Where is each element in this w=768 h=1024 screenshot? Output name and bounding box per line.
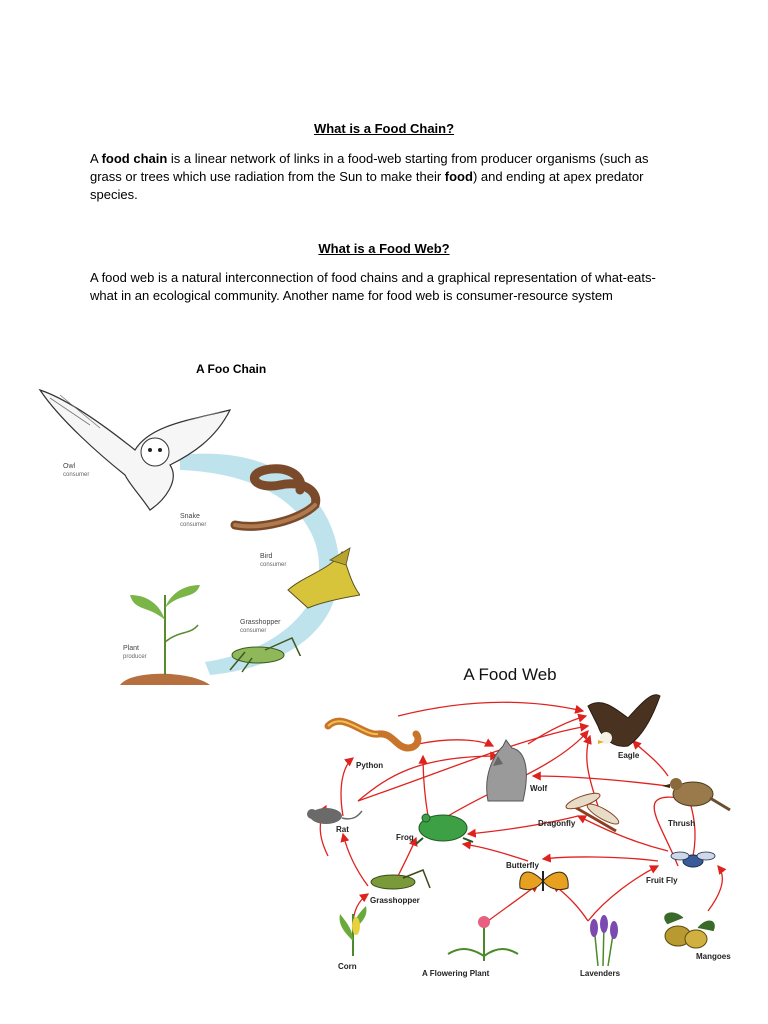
owl-label: Owl [63,463,76,470]
dragonfly-label: Dragonfly [538,819,576,828]
rat-label: Rat [336,825,349,834]
butterfly-label: Butterfly [506,861,539,870]
para-text-3: ) and ending at apex predator species. [90,169,644,202]
para-text-1: A [90,151,102,166]
butterfly-icon [520,871,568,891]
term-food-chain: food chain [101,151,168,166]
bird-label: Bird [260,553,273,560]
python-label: Python [356,761,384,770]
food-web-heading: What is a Food Web? [318,241,450,256]
term-food: food [444,169,473,184]
food-web-figure [298,656,750,986]
grasshopper-role-label: consumer [240,628,267,634]
mangoes-label: Mangoes [696,952,731,961]
food-web-paragraph: A food web is a natural interconnection of food chains and a graphical representation of what-eats-what in an ecological community. Another name for food web is consumer-resource system [90,270,656,303]
fruit-fly-label: Fruit Fly [646,876,678,885]
plant-label: Plant [123,645,139,652]
food-web-title: A Food Web [463,665,557,684]
food-chain-figure [30,380,360,690]
owl-role-label: consumer [63,472,90,478]
flowering-plant-label: A Flowering Plant [422,969,490,978]
para-text-2: is a linear network of links in a food-web starting from producer organisms (such as grass or trees which use radiation from the Sun to make their [90,151,649,184]
lavenders-label: Lavenders [580,969,621,978]
owl-icon [40,390,230,510]
food-chain-paragraph [90,150,680,204]
grasshopper-web-label: Grasshopper [370,896,420,905]
frog-label: Frog [396,833,414,842]
grasshopper-label: Grasshopper [240,619,281,626]
snake-label: Snake [180,513,200,520]
food-chain-heading: What is a Food Chain? [313,121,455,136]
bird-role-label: consumer [260,562,287,568]
wolf-label: Wolf [530,784,548,793]
plant-role-label: producer [123,654,147,660]
food-chain-figure-title: A Foo Chain [196,362,267,376]
snake-role-label: consumer [180,522,207,528]
thrush-label: Thrush [668,819,696,828]
corn-label: Corn [338,962,357,971]
eagle-label: Eagle [618,751,640,760]
plant-icon [120,585,210,685]
